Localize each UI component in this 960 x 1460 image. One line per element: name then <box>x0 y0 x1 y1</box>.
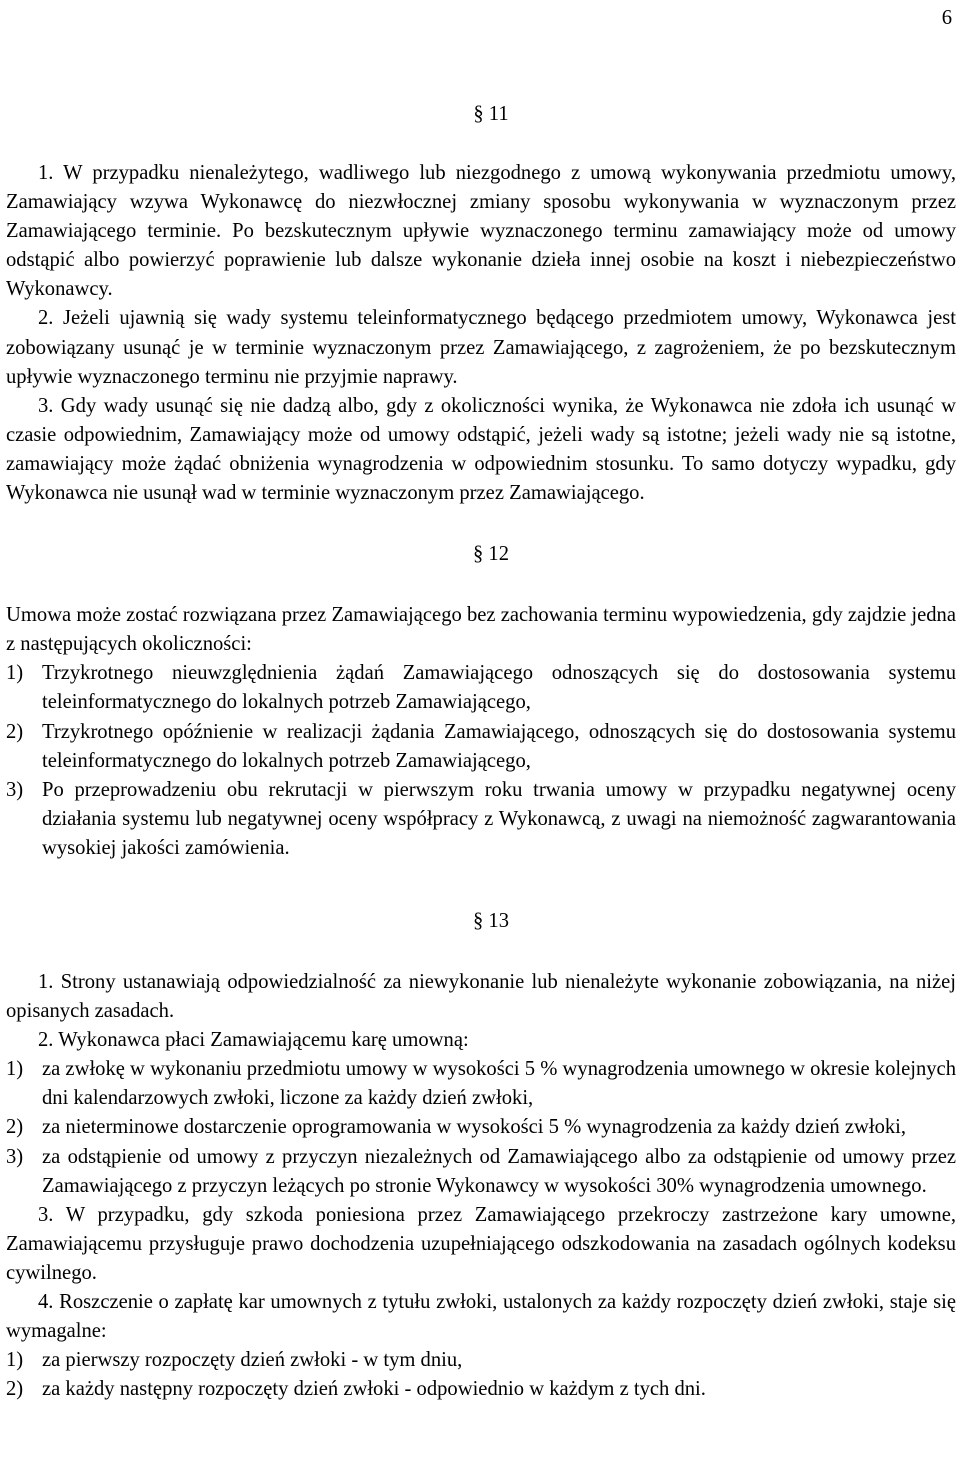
list-text: Trzykrotnego opóźnienie w realizacji żądania Zamawiającego, odnoszących się do dostosowania systemu teleinformatycznego do lokalnych potrzeb Zamawiającego, <box>42 720 956 772</box>
list-text: za zwłokę w wykonaniu przedmiotu umowy w wysokości 5 % wynagrodzenia umownego w okresie kolejnych dni kalendarzowych zwłoki, liczone za każdy dzień zwłoki, <box>42 1058 956 1110</box>
list-number: 1) <box>6 662 24 685</box>
spacer <box>6 129 956 159</box>
spacer <box>6 936 956 968</box>
list-text: za pierwszy rozpoczęty dzień zwłoki - w tym dniu, <box>42 1349 463 1372</box>
s13-p4-list-item-1 <box>6 1346 956 1375</box>
s13-paragraph-1 <box>6 968 956 1026</box>
list-text: Po przeprowadzeniu obu rekrutacji w pierwszym roku trwania umowy w przypadku negatywnej oceny działania systemu lub negatywnej oceny współpracy z Wykonawcą, z uwagi na niemożność zagwarantowania wysokiej jakości zamówienia. <box>42 778 956 859</box>
paragraph-number: 1. <box>38 970 54 993</box>
s11-paragraph-3 <box>6 392 956 508</box>
s13-paragraph-2 <box>6 1026 956 1055</box>
s11-paragraph-1 <box>6 159 956 304</box>
s12-list-item-2 <box>6 718 956 776</box>
list-text: za nieterminowe dostarczenie oprogramowania w wysokości 5 % wynagrodzenia za każdy dzień zwłoki, <box>42 1116 907 1139</box>
section-heading-13: § 13 <box>472 909 510 932</box>
s13-p2-list-item-1 <box>6 1055 956 1113</box>
section-heading-12: § 12 <box>472 543 510 566</box>
s12-intro: Umowa może zostać rozwiązana przez Zamawiającego bez zachowania terminu wypowiedzenia, gdy zajdzie jedna z następujących okoliczności: <box>6 604 956 656</box>
spacer <box>6 508 956 540</box>
s13-p4-list-item-2 <box>6 1375 956 1404</box>
list-text: za każdy następny rozpoczęty dzień zwłoki - odpowiednio w każdym z tych dni. <box>42 1378 706 1401</box>
list-number: 3) <box>6 778 24 801</box>
spacer <box>6 863 956 907</box>
paragraph-text: W przypadku nienależytego, wadliwego lub niezgodnego z umową wykonywania przedmiotu umowy, Zamawiający wzywa Wykonawcę do niezwłocznej zmiany sposobu wykonywania w wyznaczonym przez Zamawiającego terminie. Po bezskutecznym upływie wyznaczonego terminu zamawiający może od umowy odstąpić albo powierzyć poprawienie lub dalsze wykonanie dzieła innej osobie na koszt i niebezpieczeństwo Wykonawcy. <box>6 162 957 301</box>
document-body <box>6 100 956 1404</box>
list-number: 2) <box>6 720 24 743</box>
list-text: Trzykrotnego nieuwzględnienia żądań Zamawiającego odnoszących się do dostosowania systemu teleinformatycznego do lokalnych potrzeb Zamawiającego, <box>42 662 956 714</box>
page-number: 6 <box>941 7 952 29</box>
s13-paragraph-3 <box>6 1201 956 1288</box>
paragraph-number: 1. <box>38 162 54 184</box>
paragraph-text: Roszczenie o zapłatę kar umownych z tytułu zwłoki, ustalonych za każdy rozpoczęty dzień zwłoki, staje się wymagalne: <box>6 1291 956 1343</box>
paragraph-number: 3. <box>38 394 54 417</box>
paragraph-text: Wykonawca płaci Zamawiającemu karę umowną: <box>58 1029 469 1052</box>
list-number: 3) <box>6 1145 24 1168</box>
section-heading-11: § 11 <box>473 103 509 125</box>
list-text: za odstąpienie od umowy z przyczyn niezależnych od Zamawiającego albo za odstąpienie od umowy przez Zamawiającego z przyczyn leżących po stronie Wykonawcy w wysokości 30% wynagrodzenia umownego. <box>42 1145 956 1197</box>
paragraph-text: Gdy wady usunąć się nie dadzą albo, gdy z okoliczności wynika, że Wykonawca nie zdoła ich usunąć w czasie odpowiednim, Zamawiający może od umowy odstąpić, jeżeli wady są istotne; jeżeli wady nie są istotne, zamawiający może żądać obniżenia wynagrodzenia w odpowiednim stosunku. To samo dotyczy wypadku, gdy Wykonawca nie usunął wad w terminie wyznaczonym przez Zamawiającego. <box>6 394 956 505</box>
s13-paragraph-4 <box>6 1288 956 1346</box>
paragraph-text: W przypadku, gdy szkoda poniesiona przez Zamawiającego przekroczy zastrzeżone kary umowne, Zamawiającemu przysługuje prawo dochodzenia uzupełniającego odszkodowania na zasadach ogólnych kodeksu cywilnego. <box>6 1203 956 1284</box>
paragraph-number: 2. <box>38 1029 54 1052</box>
paragraph-number: 3. <box>38 1203 54 1226</box>
s12-list-item-1 <box>6 659 956 717</box>
s13-p2-list-item-2 <box>6 1113 956 1142</box>
s11-paragraph-2 <box>6 304 956 391</box>
list-number: 1) <box>6 1349 24 1372</box>
paragraph-number: 2. <box>38 307 54 330</box>
s13-p2-list-item-3 <box>6 1143 956 1201</box>
paragraph-text: Strony ustanawiają odpowiedzialność za niewykonanie lub nienależyte wykonanie zobowiązania, na niżej opisanych zasadach. <box>6 970 956 1023</box>
spacer <box>6 569 956 601</box>
list-number: 1) <box>6 1058 24 1081</box>
list-number: 2) <box>6 1116 24 1139</box>
paragraph-number: 4. <box>38 1291 54 1313</box>
list-number: 2) <box>6 1378 24 1401</box>
s12-list-item-3 <box>6 776 956 863</box>
paragraph-text: Jeżeli ujawnią się wady systemu teleinformatycznego będącego przedmiotem umowy, Wykonawca jest zobowiązany usunąć je w terminie wyznaczonym przez Zamawiającego, z zagrożeniem, że po bezskutecznym upływie wyznaczonego terminu nie przyjmie naprawy. <box>6 307 957 388</box>
